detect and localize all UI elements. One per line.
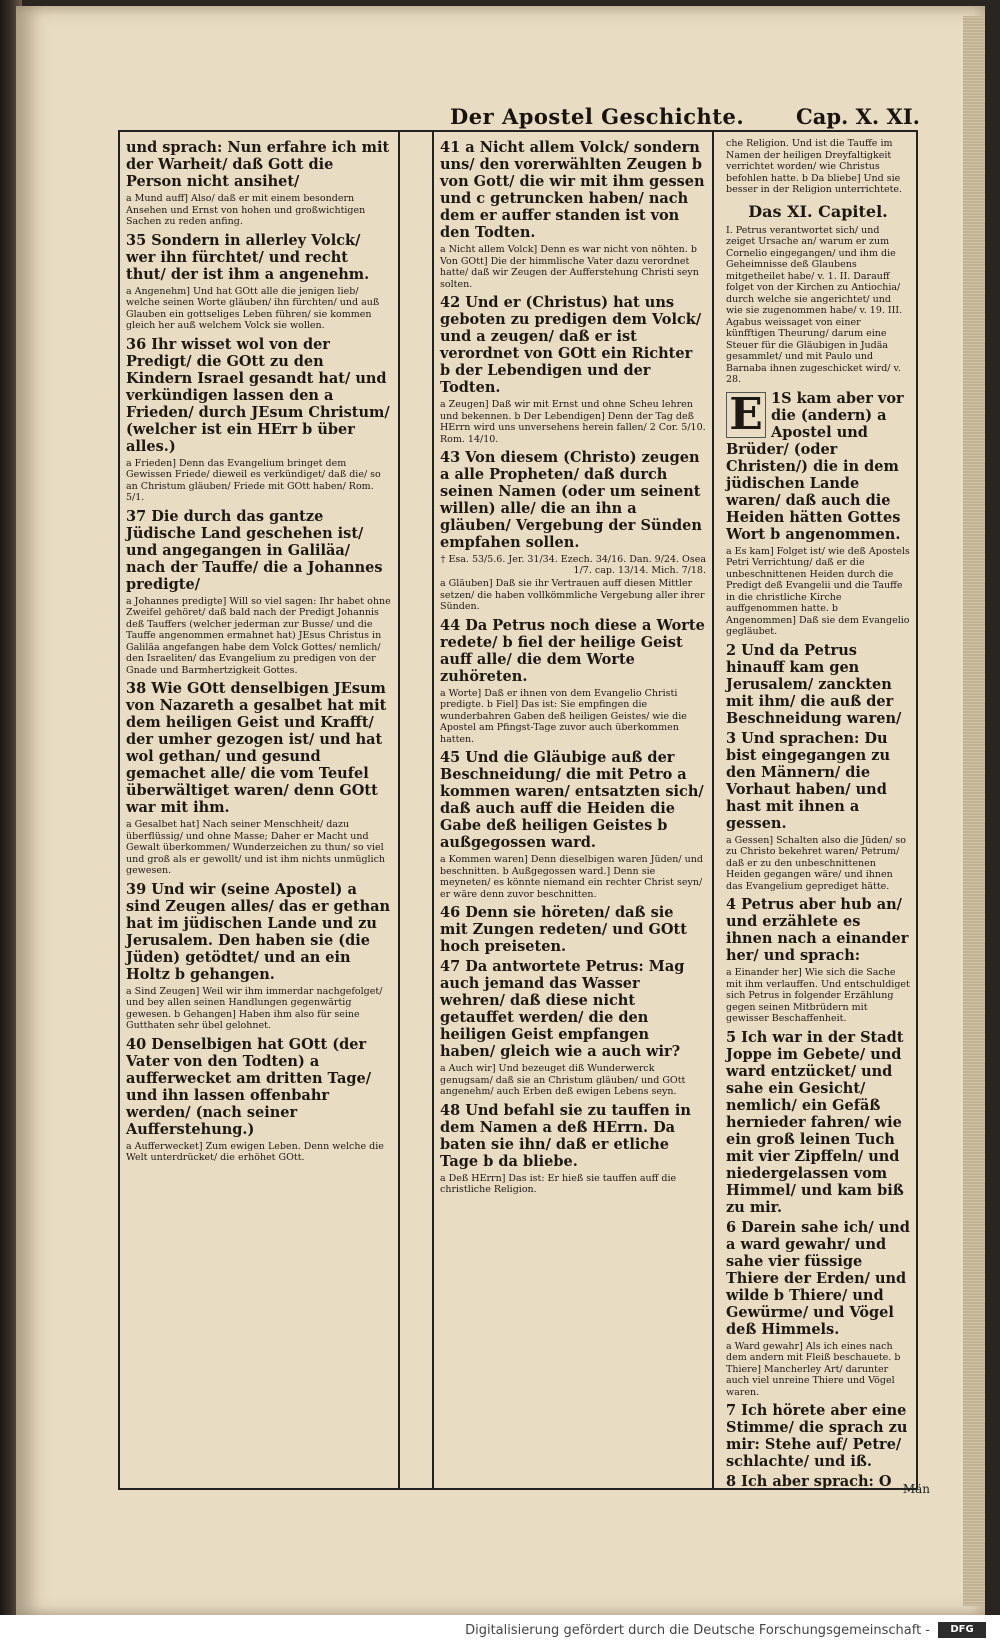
- verse-3-text: Und sprachen: Du bist eingegangen zu den Männern/ die Vorhaut haben/ und hast mit ihnen a gessen.: [726, 729, 891, 832]
- verse-2: [726, 642, 910, 727]
- verse-number-39: 39: [126, 880, 147, 898]
- verse-35: [126, 232, 392, 283]
- verse-number-46: 46: [440, 904, 461, 921]
- cross-references-43: † Esa. 53/5.6. Jer. 31/34. Ezech. 34/16. Dan. 9/24. Osea 1/7. cap. 13/14. Mich. 7/18.: [440, 554, 706, 576]
- funding-notice: Digitalisierung gefördert durch die Deutsche Forschungsgemeinschaft -: [465, 1623, 930, 1638]
- verse-46-text: Denn sie höreten/ daß sie mit Zungen redeten/ und GOtt hoch preiseten.: [440, 904, 687, 955]
- running-header: [105, 100, 920, 132]
- note-48: a Deß HErrn] Das ist: Er hieß sie tauffen auff die christliche Religion.: [440, 1172, 677, 1195]
- page-edges: [963, 16, 985, 1606]
- verse-number-2: 2: [726, 641, 737, 659]
- verse-39-text: Und wir (seine Apostel) a sind Zeugen alles/ das er gethan hat im jüdischen Lande und zu Jerusalem. Den haben sie (die Jüden) getödtet/ und an ein Holtz b gehangen.: [126, 880, 391, 983]
- verse-45-text: Und die Gläubige auß der Beschneidung/ die mit Petro a kommen waren/ entsatzten sich/ daß auch auff die Heiden die Gabe deß heiligen Geistes b außgegossen ward.: [440, 749, 704, 851]
- verse-7-text: Ich hörete aber eine Stimme/ die sprach zu mir: Stehe auf/ Petre/ schlachte/ und iß.: [726, 1402, 908, 1470]
- text-frame: [118, 130, 918, 1490]
- column-left: [120, 132, 400, 1488]
- verse-1-text: S kam aber vor die (andern) a Apostel und Brüder/ (oder Christen/) die in dem jüdischen Lande waren/ daß auch die Heiden hätten Gottes Wort b angenommen.: [726, 389, 904, 543]
- dfg-logo: DFG: [938, 1622, 986, 1638]
- verse-number-4: 4: [726, 896, 737, 913]
- note-47: a Auch wir] Und bezeuget diß Wunderwerck genugsam/ daß sie an Christum gläuben/ und GOtt angenehm/ auch Erben deß ewigen Lebens seyn.: [440, 1063, 686, 1097]
- verse-number-45: 45: [440, 749, 461, 766]
- verse-34-end: und sprach: Nun erfahre ich mit der Warheit/ daß Gott die Person nicht ansihet/: [126, 139, 390, 190]
- verse-47: [440, 958, 706, 1060]
- verse-43: [440, 449, 706, 551]
- note-4: a Einander her] Wie sich die Sache mit ihm verlauffen. Und entschuldiget sich Petrus in folgender Erzählung gegen seinen Mitbrüdern mit gewisser Beschaffenheit.: [726, 967, 910, 1024]
- verse-number-3: 3: [726, 729, 737, 747]
- note-37: a Johannes predigte] Will so viel sagen: Ihr habet ohne Zweifel gehöret/ daß bald nach der Predigt Johannis deß Tauffers (welcher jederman zur Busse/ und die Tauffe angenommen ermahnet hat) JEsus Christus in Galiläa angefangen habe dem Volck Gottes/ nemlich/ den Israeliten/ das Evangelium zu predigen von der Gnade und Barmhertzigkeit Gottes.: [126, 595, 391, 676]
- verse-number-8: 8: [726, 1473, 737, 1488]
- verse-6-text: Darein sahe ich/ und a ward gewahr/ und sahe vier füssige Thiere der Erden/ und wilde b Thiere/ und Gewürme/ und Vögel deß Himmels.: [726, 1218, 910, 1338]
- running-title: Der Apostel Geschichte.: [450, 104, 745, 129]
- verse-number-37: 37: [126, 507, 147, 525]
- verse-number-38: 38: [126, 680, 147, 697]
- note-35: a Angenehm] Und hat GOtt alle die jenigen lieb/ welche seinen Worte gläuben/ ihn fürchten/ und auß Glauben ein gottseliges Leben führen/ sie kommen gleich her auß welchem Volck sie wollen.: [126, 285, 380, 331]
- verse-37: [126, 508, 392, 593]
- verse-number-41: 41: [440, 139, 461, 156]
- verse-number-42: 42: [440, 294, 461, 311]
- chapter-heading: Cap. X. XI.: [796, 104, 920, 129]
- verse-38-text: Wie GOtt denselbigen JEsum von Nazareth a gesalbet hat mit dem heiligen Geist und Krafft/ der umher gezogen ist/ und hat wol gethan/ und gesund gemachet alle/ die vom Teufel überwältiget waren/ denn GOtt war mit ihm.: [126, 680, 387, 816]
- verse-42: [440, 294, 706, 396]
- verse-number-47: 47: [440, 958, 461, 975]
- verse-3: [726, 730, 910, 832]
- verse-36-text: Ihr wisset wol von der Predigt/ die GOtt zu den Kindern Israel gesandt hat/ und verkündigen lassen den a Frieden/ durch JEsum Christum/ (welcher ist ein HErr b über alles.): [126, 335, 390, 455]
- verse-47-text: Da antwortete Petrus: Mag auch jemand das Wasser wehren/ daß diese nicht getauffet werden/ die den heiligen Geist empfangen haben/ gleich wie a auch wir?: [440, 958, 685, 1060]
- verse-5: [726, 1029, 910, 1216]
- verse-number-1: 1: [771, 389, 782, 407]
- note-44: a Worte] Daß er ihnen von dem Evangelio Christi predigte. b Fiel] Das ist: Sie empfingen die wunderbahren Gaben deß heiligen Geistes/ wie die Apostel am Pfingst-Tage zuvor auch überkommen hatten.: [440, 687, 687, 745]
- verse-number-44: 44: [440, 616, 461, 634]
- verse-5-text: Ich war in der Stadt Joppe im Gebete/ und ward entzücket/ und sahe ein Gesicht/ nemlich/ ein Gefäß hernieder fahren/ wie ein groß leinen Tuch mit vier Zipffeln/ und niedergelassen vom Himmel/ und kam biß zu mir.: [726, 1028, 904, 1216]
- verse-number-40: 40: [126, 1035, 147, 1053]
- note-34: a Mund auff] Also/ daß er mit einem besondern Ansehen und Ernst von hohen und großwichtigen Sachen zu reden anfing.: [126, 193, 366, 227]
- verse-35-text: Sondern in allerley Volck/ wer ihn fürchtet/ und recht thut/ der ist ihm a angenehm.: [126, 231, 370, 283]
- verse-2-text: Und da Petrus hinauff kam gen Jerusalem/ zanckten mit ihm/ die auß der Beschneidung waren/: [726, 641, 902, 727]
- note-42: a Zeugen] Daß wir mit Ernst und ohne Scheu lehren und bekennen. b Der Lebendigen] Denn der Tag deß HErrn wird uns unversehens herein fallen/ 2 Cor. 5/10. Rom. 14/10.: [440, 399, 706, 445]
- note-intro: che Religion. Und ist die Tauffe im Namen der heiligen Dreyfaltigkeit verrichtet worden/ wie Christus befohlen hatte. b Da bliebe] Und sie besser in der Religion unterrichtete.: [726, 138, 903, 195]
- verse-1: [726, 390, 910, 543]
- verse-number-36: 36: [126, 335, 147, 353]
- verse-46: [440, 904, 706, 955]
- verse-6: [726, 1219, 910, 1338]
- verse-48-text: Und befahl sie zu tauffen in dem Namen a deß HErrn. Da baten sie ihn/ daß er etliche Tage b da bliebe.: [440, 1101, 691, 1170]
- verse-number-6: 6: [726, 1218, 737, 1236]
- verse-40: [126, 1036, 392, 1138]
- chapter-summary: I. Petrus verantwortet sich/ und zeiget Ursache an/ warum er zum Cornelio eingegangen/ und ihm die Geheimnisse deß Glaubens mitgetheilet habe/ v. 1. II. Darauff folget von der Kirchen zu Antiochia/ durch welche sie angerichtet/ und wie sie zugenommen habe/ v. 19. III. Agabus weissaget von einer künfftigen Theurung/ darum eine Steuer für die Gläubigen in Judäa gesammlet/ und mit Paulo und Barnaba ihnen zugeschicket wird/ v. 28.: [726, 224, 903, 385]
- drop-cap-initial: E: [726, 392, 766, 438]
- verse-number-7: 7: [726, 1402, 737, 1419]
- verse-36: [126, 336, 392, 455]
- verse-44: [440, 617, 706, 685]
- column-right: [720, 132, 916, 1488]
- note-40: a Aufferwecket] Zum ewigen Leben. Denn welche die Welt unterdrücket/ die erhöhet GOtt.: [126, 1140, 384, 1163]
- note-39: a Sind Zeugen] Weil wir ihm immerdar nachgefolget/ und bey allen seinen Handlungen gegenwärtig gewesen. b Gehangen] Haben ihm also für seine Gutthaten sehr übel gelohnet.: [126, 985, 383, 1031]
- verse-42-text: Und er (Christus) hat uns geboten zu predigen dem Volck/ und a zeugen/ daß er ist verordnet von GOtt ein Richter b der Lebendigen und der Todten.: [440, 294, 702, 396]
- verse-7: [726, 1402, 910, 1470]
- verse-41-text: a Nicht allem Volck/ sondern uns/ den vorerwählten Zeugen b von Gott/ die wir mit ihm gessen und c getruncken haben/ nach dem er auffer standen ist von den Todten.: [440, 139, 705, 241]
- note-38: a Gesalbet hat] Nach seiner Menschheit/ dazu überflüssig/ und ohne Masse; Daher er Macht und Gewalt überkommen/ Wunderzeichen zu thun/ so viel und groß als er gewollt/ und ist ihm nichts unmüglich gewesen.: [126, 819, 386, 876]
- catchword: Män: [902, 1482, 930, 1496]
- verse-40-text: Denselbigen hat GOtt (der Vater von den Todten) a aufferwecket am dritten Tage/ und ihn lassen offenbahr werden/ (nach seiner Aufferstehung.): [126, 1035, 371, 1138]
- verse-48: [440, 1102, 706, 1170]
- verse-44-text: Da Petrus noch diese a Worte redete/ b fiel der heilige Geist auff alle/ die dem Worte zuhöreten.: [440, 616, 705, 685]
- note-43: a Gläuben] Daß sie ihr Vertrauen auff diesen Mittler setzen/ die haben vollkömmliche Vergebung aller ihrer Sünden.: [440, 578, 705, 612]
- verse-number-5: 5: [726, 1028, 737, 1046]
- verse-number-48: 48: [440, 1101, 461, 1119]
- note-6: a Ward gewahr] Als ich eines nach dem andern mit Fleiß beschauete. b Thiere] Mancherley Art/ darunter auch viel unreine Thiere und Vögel waren.: [726, 1340, 901, 1398]
- note-41: a Nicht allem Volck] Denn es war nicht von nöhten. b Von GOtt] Die der himmlische Vater dazu verordnet hatte/ daß wir Zeugen der Aufferstehung Christi seyn solten.: [440, 244, 699, 290]
- note-45: a Kommen waren] Denn dieselbigen waren Jüden/ und beschnitten. b Außgegossen ward.] Denn sie meyneten/ es könnte niemand ein rechter Christ seyn/ er wäre denn zuvor beschnitten.: [440, 854, 703, 900]
- column-middle: [432, 132, 714, 1488]
- verse-8: [726, 1473, 910, 1488]
- footer-bar: [0, 1615, 1000, 1645]
- verse-8-text: Ich aber sprach: O: [741, 1473, 892, 1488]
- chapter-title: Das XI. Capitel.: [748, 201, 888, 221]
- verse-4: [726, 896, 910, 964]
- verse-45: [440, 749, 706, 851]
- note-1: a Es kam] Folget ist/ wie deß Apostels Petri Verrichtung/ daß er die unbeschnittenen Heiden durch die Predigt deß Evangelii und die Tauffe in die christliche Kirche auffgenommen hatte. b Angenommen] Daß sie dem Evangelio gegläubet.: [726, 545, 910, 637]
- verse-39: [126, 881, 392, 983]
- note-36: a Frieden] Denn das Evangelium bringet dem Gewissen Friede/ dieweil es verkündiget/ daß die/ so an Christum gläuben/ Friede mit GOtt haben/ Rom. 5/1.: [126, 457, 381, 503]
- verse-37-text: Die durch das gantze Jüdische Land geschehen ist/ und angegangen in Galiläa/ nach der Tauffe/ die a Johannes predigte/: [126, 507, 383, 593]
- verse-43-text: Von diesem (Christo) zeugen a alle Propheten/ daß durch seinen Namen (oder um seinent willen) alle/ die an ihn a gläuben/ Vergebung der Sünden empfahen sollen.: [440, 449, 702, 551]
- verse-41: [440, 139, 706, 241]
- note-3: a Gessen] Schalten also die Jüden/ so zu Christo bekehret waren/ Petrum/ daß er zu den unbeschnittenen Heiden gegangen wäre/ und ihnen das Evangelium geprediget hätte.: [726, 834, 906, 892]
- verse-38: [126, 680, 392, 816]
- verse-number-35: 35: [126, 231, 147, 249]
- verse-number-43: 43: [440, 449, 461, 466]
- verse-4-text: Petrus aber hub an/ und erzählete es ihnen nach a einander her/ und sprach:: [726, 896, 909, 964]
